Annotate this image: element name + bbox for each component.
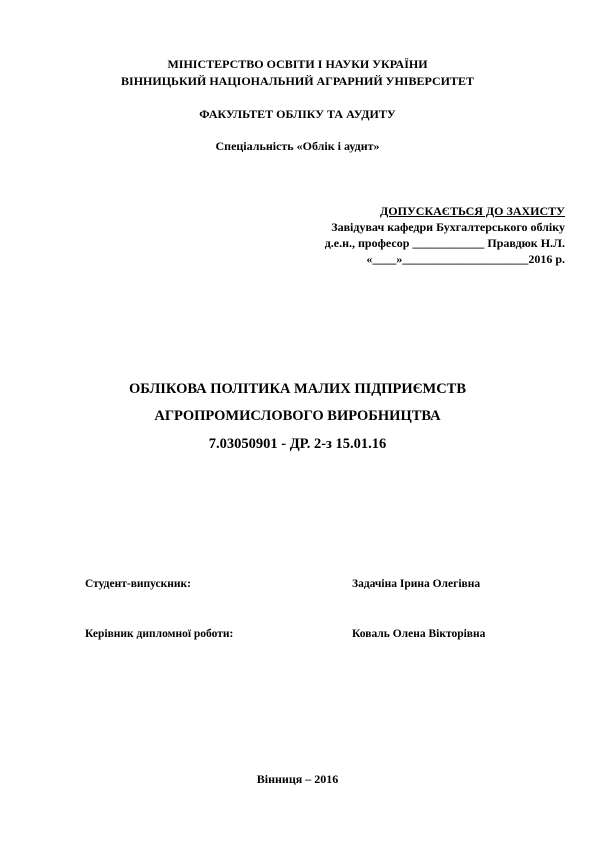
student-role: Студент-випускник:: [85, 578, 191, 590]
approval-date-line: «____»_____________________2016 р.: [366, 252, 565, 266]
thesis-code: 7.03050901 - ДР. 2-з 15.01.16: [208, 436, 387, 452]
approval-title: ДОПУСКАЄТЬСЯ ДО ЗАХИСТУ: [380, 204, 565, 218]
thesis-title-line2: АГРОПРОМИСЛОВОГО ВИРОБНИЦТВА: [154, 408, 441, 424]
thesis-title-line1: ОБЛІКОВА ПОЛІТИКА МАЛИХ ПІДПРИЄМСТВ: [128, 381, 467, 397]
student-name: Задачіна Ірина Олегівна: [352, 578, 481, 590]
city-year: Вінниця – 2016: [256, 772, 339, 786]
university-title: ВІННИЦЬКИЙ НАЦІОНАЛЬНИЙ АГРАРНИЙ УНІВЕРСИТЕТ: [121, 74, 474, 88]
faculty-title: ФАКУЛЬТЕТ ОБЛІКУ ТА АУДИТУ: [199, 107, 396, 121]
supervisor-name: Коваль Олена Вікторівна: [352, 628, 486, 640]
specialty-line: Спеціальність «Облік і аудит»: [215, 139, 380, 153]
approval-professor-line: д.е.н., професор ____________ Правдюк Н.Л.: [324, 236, 565, 250]
ministry-title: МІНІСТЕРСТВО ОСВІТИ І НАУКИ УКРАЇНИ: [167, 57, 428, 71]
approval-head-line: Завідувач кафедри Бухгалтерського обліку: [331, 220, 565, 234]
supervisor-role: Керівник дипломної роботи:: [85, 628, 234, 640]
